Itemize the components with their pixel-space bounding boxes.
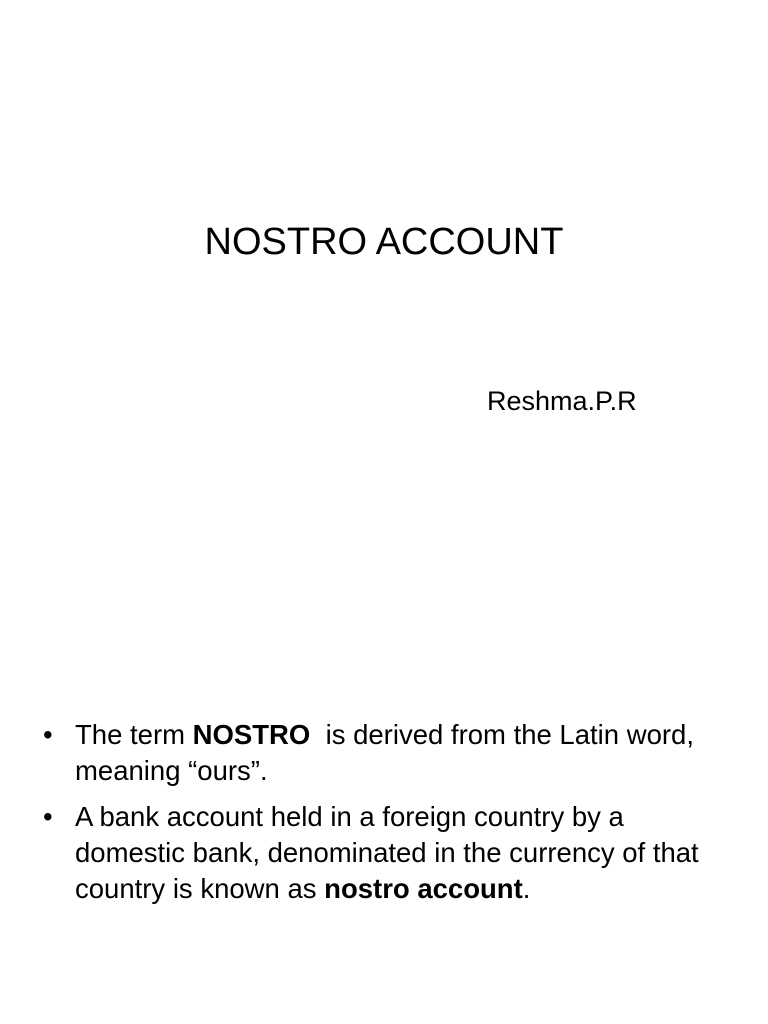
bullet-text-bold: nostro account [324, 873, 523, 904]
bullet-list [40, 717, 720, 917]
slide-title: NOSTRO ACCOUNT [204, 221, 564, 263]
bullet-text-before: A bank account held in a foreign country by a domestic bank, denominated in the currency of that country is known as [75, 801, 699, 904]
bullet-text-after: . [522, 873, 531, 904]
bullet-icon: • [43, 719, 53, 750]
bullet-text-before: The term [75, 719, 193, 750]
bullet-icon: • [43, 801, 53, 832]
author-name: Reshma.P.R [487, 386, 637, 416]
bullet-text-after: is derived from the Latin word, meaning “ours”. [75, 719, 702, 786]
bullet-item [40, 717, 720, 789]
bullet-item [40, 799, 720, 907]
bullet-text-bold: NOSTRO [192, 719, 311, 750]
